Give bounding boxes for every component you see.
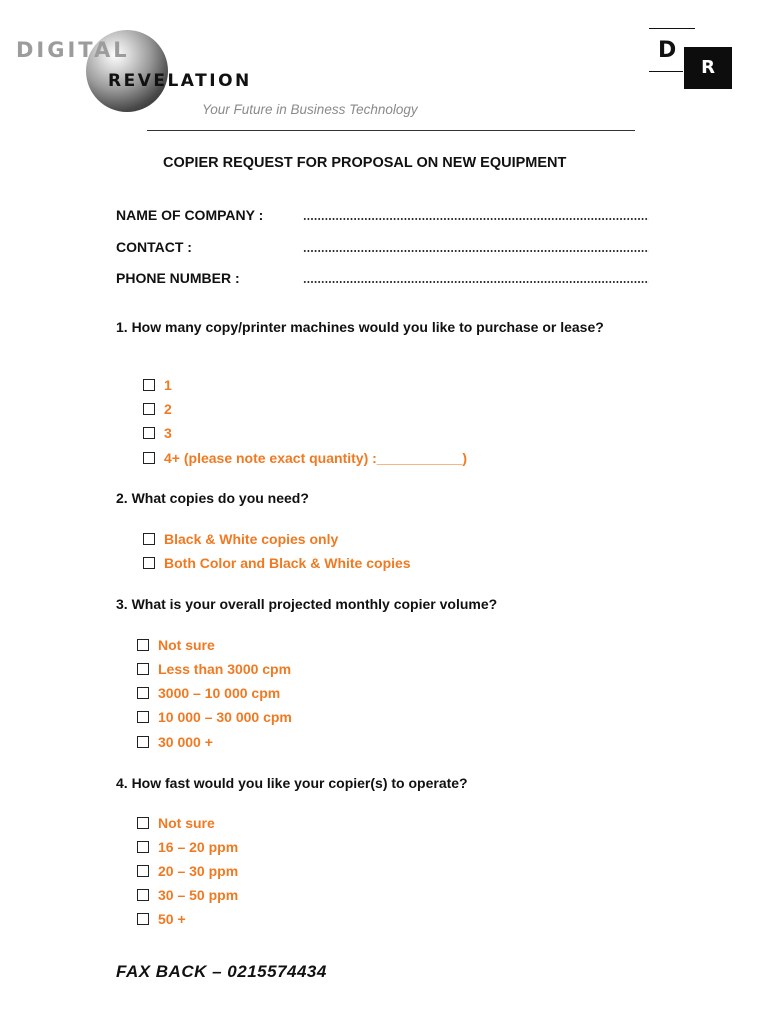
contact-label: CONTACT : bbox=[116, 239, 192, 255]
option-q3-lt-3000[interactable] bbox=[137, 661, 291, 677]
question-3: 3. What is your overall projected monthly copier volume? bbox=[116, 596, 498, 612]
tagline: Your Future in Business Technology bbox=[202, 102, 418, 117]
option-label: 3 bbox=[164, 425, 172, 441]
option-q1-2[interactable] bbox=[143, 401, 172, 417]
option-label: 16 – 20 ppm bbox=[158, 839, 239, 855]
company-name-field[interactable] bbox=[303, 218, 649, 220]
option-q1-3[interactable] bbox=[143, 425, 172, 441]
checkbox[interactable] bbox=[137, 736, 149, 748]
checkbox[interactable] bbox=[137, 841, 149, 853]
option-q3-3000-10000[interactable] bbox=[137, 685, 280, 701]
checkbox[interactable] bbox=[143, 379, 155, 391]
checkbox[interactable] bbox=[143, 427, 155, 439]
dr-mark-top-line bbox=[649, 28, 695, 29]
option-q2-color-bw[interactable] bbox=[143, 555, 411, 571]
option-label: Less than 3000 cpm bbox=[158, 661, 292, 677]
phone-number-field[interactable] bbox=[303, 281, 649, 283]
checkbox[interactable] bbox=[137, 913, 149, 925]
dr-mark-r: R bbox=[684, 47, 732, 89]
option-q4-16-20[interactable] bbox=[137, 839, 238, 855]
logo-word-revelation: REVELATION bbox=[108, 71, 252, 91]
logo-word-digital: DIGITAL bbox=[16, 38, 130, 62]
checkbox[interactable] bbox=[143, 533, 155, 545]
option-q3-10000-30000[interactable] bbox=[137, 709, 292, 725]
option-label: 3000 – 10 000 cpm bbox=[158, 685, 281, 701]
option-label: Black & White copies only bbox=[164, 531, 339, 547]
option-label: Not sure bbox=[158, 637, 215, 653]
option-label: 50 + bbox=[158, 911, 186, 927]
question-4: 4. How fast would you like your copier(s) to operate? bbox=[116, 775, 468, 791]
contact-field[interactable] bbox=[303, 250, 649, 252]
checkbox[interactable] bbox=[143, 403, 155, 415]
checkbox[interactable] bbox=[137, 663, 149, 675]
fax-back-number: FAX BACK – 0215574434 bbox=[116, 962, 327, 981]
option-label: 30 000 + bbox=[158, 734, 213, 750]
phone-number-label: PHONE NUMBER : bbox=[116, 270, 240, 286]
checkbox[interactable] bbox=[137, 639, 149, 651]
option-q3-not-sure[interactable] bbox=[137, 637, 215, 653]
option-label: 1 bbox=[164, 377, 172, 393]
dr-mark-bottom-line bbox=[649, 71, 683, 72]
checkbox[interactable] bbox=[143, 557, 155, 569]
dr-mark-d: D bbox=[658, 38, 677, 63]
document-title: COPIER REQUEST FOR PROPOSAL ON NEW EQUIPMENT bbox=[163, 155, 567, 171]
option-q4-20-30[interactable] bbox=[137, 863, 238, 879]
option-q2-bw[interactable] bbox=[143, 531, 338, 547]
option-label: 10 000 – 30 000 cpm bbox=[158, 709, 292, 725]
checkbox[interactable] bbox=[137, 687, 149, 699]
checkbox[interactable] bbox=[137, 889, 149, 901]
option-q4-not-sure[interactable] bbox=[137, 815, 215, 831]
option-label: 20 – 30 ppm bbox=[158, 863, 239, 879]
checkbox[interactable] bbox=[143, 452, 155, 464]
option-q4-30-50[interactable] bbox=[137, 887, 238, 903]
header-divider bbox=[147, 130, 635, 131]
question-1: 1. How many copy/printer machines would you like to purchase or lease? bbox=[116, 319, 604, 335]
checkbox[interactable] bbox=[137, 711, 149, 723]
option-q3-30000-plus[interactable] bbox=[137, 734, 213, 750]
option-q4-50-plus[interactable] bbox=[137, 911, 186, 927]
option-label: 4+ (please note exact quantity) :___________) bbox=[164, 450, 468, 466]
company-name-label: NAME OF COMPANY : bbox=[116, 207, 264, 223]
option-label: 2 bbox=[164, 401, 172, 417]
option-q1-4plus[interactable] bbox=[143, 450, 467, 466]
checkbox[interactable] bbox=[137, 817, 149, 829]
question-2: 2. What copies do you need? bbox=[116, 490, 309, 506]
option-label: 30 – 50 ppm bbox=[158, 887, 239, 903]
option-label: Both Color and Black & White copies bbox=[164, 555, 411, 571]
option-q1-1[interactable] bbox=[143, 377, 172, 393]
checkbox[interactable] bbox=[137, 865, 149, 877]
option-label: Not sure bbox=[158, 815, 215, 831]
